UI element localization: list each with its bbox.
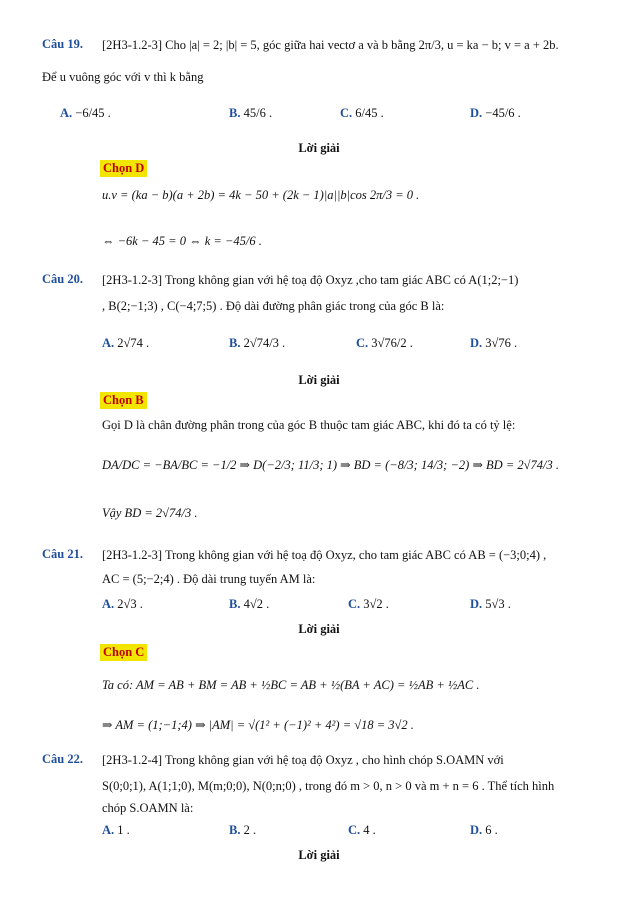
- q20-option-a: A. 2√74 .: [102, 336, 150, 350]
- q21-option-d: D. 5√3 .: [470, 597, 511, 611]
- q20-option-c: C. 3√76/2 .: [356, 336, 413, 350]
- q19-line2: Để u vuông góc với v thì k bằng: [42, 70, 204, 84]
- q19-option-b: B. 45/6 .: [229, 106, 273, 120]
- q22-line2: S(0;0;1), A(1;1;0), M(m;0;0), N(0;n;0) , trong đó m > 0, n > 0 và m + n = 6 . Thể tích hình: [102, 779, 555, 793]
- q19-chon: Chọn D: [100, 160, 147, 177]
- q19-line1: [2H3-1.2-3] Cho |a| = 2; |b| = 5, góc giữa hai vectơ a và b bằng 2π/3, u = ka − b; v = a + 2b.: [102, 38, 559, 52]
- q19-option-d: D. −45/6 .: [470, 106, 521, 120]
- q19-label: Câu 19.: [42, 37, 83, 51]
- q20-option-b: B. 2√74/3 .: [229, 336, 286, 350]
- q21-option-c: C. 3√2 .: [348, 597, 389, 611]
- q21-option-a: A. 2√3 .: [102, 597, 143, 611]
- q21-loi-giai: Lời giải: [298, 622, 340, 636]
- q20-line2: , B(2;−1;3) , C(−4;7;5) . Độ dài đường phân giác trong của góc B là:: [102, 299, 445, 313]
- q22-option-a: A. 1 .: [102, 823, 130, 837]
- q20-option-d: D. 3√76 .: [470, 336, 518, 350]
- q19-option-c: C. 6/45 .: [340, 106, 384, 120]
- q19-loi-giai: Lời giải: [298, 141, 340, 155]
- q19-solution-2: ⇔ −6k − 45 = 0 ⇔ k = −45/6 .: [102, 234, 262, 248]
- q21-label: Câu 21.: [42, 547, 83, 561]
- q22-loi-giai: Lời giải: [298, 848, 340, 862]
- q19-option-a: A. −6/45 .: [60, 106, 111, 120]
- q22-option-d: D. 6 .: [470, 823, 498, 837]
- q21-option-b: B. 4√2 .: [229, 597, 270, 611]
- q21-line2: AC = (5;−2;4) . Độ dài trung tuyến AM là:: [102, 572, 316, 586]
- q22-line3: chóp S.OAMN là:: [102, 801, 194, 815]
- q20-solution-3: Vậy BD = 2√74/3 .: [102, 506, 198, 520]
- q21-chon: Chọn C: [100, 644, 147, 661]
- q20-solution-2: DA/DC = −BA/BC = −1/2 ⇒ D(−2/3; 11/3; 1) ⇒ BD = (−8/3; 14/3; −2) ⇒ BD = 2√74/3 .: [102, 458, 559, 472]
- q22-option-c: C. 4 .: [348, 823, 376, 837]
- q20-solution-1: Gọi D là chân đường phân trong của góc B thuộc tam giác ABC, khi đó ta có tỷ lệ:: [102, 418, 516, 432]
- q20-chon: Chọn B: [100, 392, 147, 409]
- q21-solution-1: Ta có: AM = AB + BM = AB + ½BC = AB + ½(BA + AC) = ½AB + ½AC .: [102, 678, 480, 692]
- q21-line1: [2H3-1.2-3] Trong không gian với hệ toạ độ Oxyz, cho tam giác ABC có AB = (−3;0;4) ,: [102, 548, 547, 562]
- q22-option-b: B. 2 .: [229, 823, 257, 837]
- q20-loi-giai: Lời giải: [298, 373, 340, 387]
- q21-solution-2: ⇒ AM = (1;−1;4) ⇒ |AM| = √(1² + (−1)² + 4²) = √18 = 3√2 .: [102, 718, 414, 732]
- q22-label: Câu 22.: [42, 752, 83, 766]
- q20-line1: [2H3-1.2-3] Trong không gian với hệ toạ độ Oxyz ,cho tam giác ABC có A(1;2;−1): [102, 273, 519, 287]
- q19-solution-1: u.v = (ka − b)(a + 2b) = 4k − 50 + (2k − 1)|a||b|cos 2π/3 = 0 .: [102, 188, 420, 202]
- q22-line1: [2H3-1.2-4] Trong không gian với hệ toạ độ Oxyz , cho hình chóp S.OAMN với: [102, 753, 504, 767]
- q20-label: Câu 20.: [42, 272, 83, 286]
